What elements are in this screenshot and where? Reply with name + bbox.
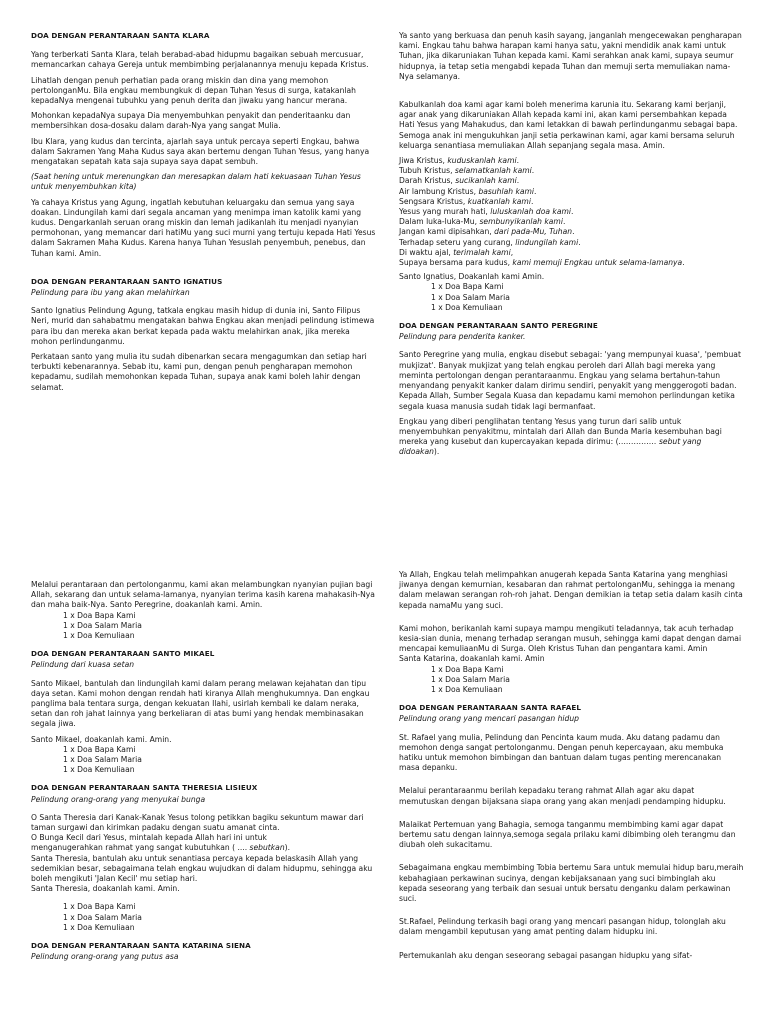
prayer-list (63, 611, 376, 642)
paragraph: Santa Theresia, bantulah aku untuk senantiasa percaya kepada belaskasih Allah yang sedemikian besar, sebagaimana telah engkau wujudkan di dalam hidupmu, sehingga aku boleh mengikuti 'Jalan Kecil' mu setiap hari. (31, 853, 373, 884)
section-title-santa-rafael: DOA DENGAN PERANTARAAN SANTA RAFAEL (399, 703, 582, 713)
paragraph: O Santa Theresia dari Kanak-Kanak Yesus tolong petikkan bagiku sekuntum mawar dari taman surgawi dan kirimkan padaku dengan suatu amanat cinta. (31, 812, 364, 833)
prayer-item: 1 x Doa Bapa Kami (431, 664, 504, 674)
litany-line: Sengsara Kristus, kuatkanlah kami. (399, 196, 534, 206)
paragraph: Santo Mikael, bantulah dan lindungilah kami dalam perang melawan kejahatan dan tipu daya setan. Kami mohon dengan rendah hati kiranya Allah menghukumnya. Dan engkau panglima bala tentara surga, dengan kekuatan Ilahi, usirlah kembali ke dalam neraka, setan dan roh jahat lainnya yang berkeliaran di atas bumi yang hendak membinasakan segala jiwa. (31, 678, 370, 729)
prayer-item: 1 x Doa Salam Maria (431, 292, 510, 302)
prayer-list (431, 282, 744, 313)
paragraph: Mohonkan kepadaNya supaya Dia menyembuhkan penyakit dan penderitaanku dan membersihkan dosa-dosaku dalam darah-Nya yang sangat Mulia. (31, 111, 351, 131)
closing-line: Santa Katarina, doakanlah kami. Amin (399, 654, 545, 664)
section-subtitle: Pelindung orang-orang yang menyukai bunga (31, 794, 206, 804)
section-title-santo-mikael: DOA DENGAN PERANTARAAN SANTO MIKAEL (31, 649, 215, 659)
prayer-item: 1 x Doa Salam Maria (63, 620, 142, 630)
prayer-item: 1 x Doa Kemuliaan (63, 765, 135, 775)
paragraph: Ya santo yang berkuasa dan penuh kasih sayang, janganlah mengecewakan pengharapan kami. Engkau tahu bahwa harapan kami hanya satu, yakni mendidik anak kami untuk Tuhan, jika dikaruniakan Tuhan kepada kami. Kami serahkan anak kami, supaya seumur hidupnya, ia tetap setia mengabdi kepada Tuhan dan memuji serta memuliakan nama-Nya selamanya. (399, 31, 742, 81)
paragraph: St. Rafael yang mulia, Pelindung dan Pencinta kaum muda. Aku datang padamu dan memohon denga sangat pertolonganmu. Dengan penuh kepercayaan, aku membuka hatiku untuk memohon bimbingan dan bantuan dalam tugas penting merencanakan masa depanku. (399, 732, 724, 773)
paragraph: Kabulkanlah doa kami agar kami boleh menerima karunia itu. Sekarang kami berjanji, agar anak yang dikaruniakan Allah kepada kami ini, akan kami persembahkan kepada Hati Yesus yang Mahakudus, dan kami letakkan di bawah perlindunganmu sebagai bapa. Semoga anak ini mengukuhkan janji setia perkawinan kami, agar kami bersama seluruh keluarga senantiasa memuliakan Allah sepanjang segala masa. Amin. (399, 100, 738, 150)
paragraph: Ya Allah, Engkau telah melimpahkan anugerah kepada Santa Katarina yang menghiasi jiwanya dengan kemurnian, kesabaran dan rahmat pertolonganMu, sehingga ia menang dalam melawan serangan roh-roh jahat. Dengan demikian ia tetap setia dalam kasih cinta kepada namaMu yang suci. (399, 570, 743, 610)
paragraph: Engkau yang diberi penglihatan tentang Yesus yang turun dari salib untuk menyembuhkan penyakitmu, mintalah dari Allah dan Bunda Maria kesembuhan bagi mereka yang kusebut dan kupercayakan kepada dirimu: (…………… sebut yang didoakan). (399, 416, 722, 457)
paragraph: Yang terberkati Santa Klara, telah berabad-abad hidupmu bagaikan sebuah mercusuar, memancarkan cahaya Gereja untuk membimbing perjalanannya menuju kepada Kristus. (31, 50, 369, 70)
prayer-list (63, 745, 376, 776)
page-bottom (0, 540, 768, 1024)
anima-christi-litany (399, 156, 744, 268)
section-subtitle: Pelindung orang-orang yang putus asa (31, 952, 179, 962)
paragraph: Lihatlah dengan penuh perhatian pada orang miskin dan dina yang memohon pertolonganMu. Bila engkau membungkuk di depan Tuhan Yesus di surga, katakanlah kepadaNya mengenai tubuhku yang penuh derita dan jiwaku yang hancur merana. (31, 75, 356, 106)
litany-line: Supaya bersama para kudus, kami memuji Engkau untuk selama-lamanya. (399, 258, 685, 268)
section-subtitle: Pelindung dari kuasa setan (31, 660, 135, 670)
prayer-item: 1 x Doa Bapa Kami (431, 282, 504, 292)
paragraph: Ya cahaya Kristus yang Agung, ingatlah kebutuhan keluargaku dan semua yang saya doakan. Lindungilah kami dari segala ancaman yang menimpa iman katolik kami yang kudus. Dengarkanlah seruan orang miskin dan lemah jadikanlah itu menjadi nyanyian permohonan, yang memancar dari hatiMu yang suci murni yang tertuju kepada Hati Yesus dalam Sakramen Maha Kudus. Karena hanya Tuhan Yesuslah penyembuh, penebus, dan Tuhan kami. Amin. (31, 197, 376, 258)
column-bottom-left (31, 580, 376, 971)
paragraph: Malaikat Pertemuan yang Bahagia, semoga tanganmu membimbing kami agar dapat bertemu satu dengan lainnya,semoga segala prilaku kami dibimbing oleh terangmu dan diubah oleh sukacitamu. (399, 819, 736, 850)
paragraph: Pertemukanlah aku dengan seseorang sebagai pasangan hidupku yang sifat- (399, 950, 693, 960)
paragraph: Kami mohon, berikanlah kami supaya mampu mengikuti teladannya, tak acuh terhadap kesia-sian dunia, menang terhadap serangan musuh, sehingga kami dapat dengan damai mencapai kemuliaanMu di Surga. Oleh Kristus Tuhan dan pengantara kami. Amin (399, 623, 742, 654)
litany-line: Terhadap seteru yang curang, lindungilah kami. (399, 237, 581, 247)
prayer-item: 1 x Doa Kemuliaan (431, 685, 503, 695)
paragraph: Perkataan santo yang mulia itu sudah dibenarkan secara mengagumkan dan setiap hari terbukti kebenarannya. Sebab itu, kami pun, dengan penuh pengharapan memohon kepadamu, sudilah memohonkan kepada Tuhan, supaya anak kami boleh lahir dengan selamat. (31, 352, 367, 392)
litany-line: Yesus yang murah hati, luluskanlah doa kami. (399, 207, 574, 217)
litany-line: Di waktu ajal, terimalah kami, (399, 247, 514, 257)
meditation-note: (Saat hening untuk merenungkan dan meresapkan dalam hati kekuasaan Tuhan Yesus untuk menyembuhkan kita) (31, 172, 361, 192)
paragraph: Santo Ignatius Pelindung Agung, tatkala engkau masih hidup di dunia ini, Santo Filipus Neri, murid dan sahabatmu mengatakan bahwa Engkau akan menjadi pelindung istimewa para ibu dan mereka akan berkat kepada pada waktu melahirkan anak, jika mereka mohon perlindunganmu. (31, 306, 375, 346)
section-title-santo-peregrine: DOA DENGAN PERANTARAAN SANTO PEREGRINE (399, 321, 598, 331)
paragraph: Melalui perantaraan dan pertolonganmu, kami akan melambungkan nyanyian pujian bagi Allah, sekarang dan untuk selama-lamanya, nyanyian terima kasih karena mahakasih-Nya dan maha baik-Nya. Santo Peregrine, doakanlah kami. Amin. (31, 580, 375, 610)
closing-line: Santo Ignatius, Doakanlah kami Amin. (399, 272, 545, 282)
litany-line: Dalam luka-luka-Mu, sembunyikanlah kami. (399, 217, 566, 227)
prayer-item: 1 x Doa Bapa Kami (63, 744, 136, 754)
paragraph: O Bunga Kecil dari Yesus, mintalah kepada Allah hari ini untuk (31, 833, 267, 843)
column-bottom-right (399, 570, 744, 966)
section-title-santa-klara: DOA DENGAN PERANTARAAN SANTA KLARA (31, 31, 210, 40)
prayer-item: 1 x Doa Bapa Kami (63, 902, 136, 912)
section-subtitle: Pelindung orang yang mencari pasangan hidup (399, 714, 579, 724)
prayer-item: 1 x Doa Kemuliaan (63, 922, 135, 932)
litany-line: Jangan kami dipisahkan, dari pada-Mu, Tuhan. (399, 227, 575, 237)
section-title-santa-katarina: DOA DENGAN PERANTARAAN SANTA KATARINA SIENA (31, 941, 251, 951)
paragraph: Santo Peregrine yang mulia, engkau disebut sebagai: 'yang mempunyai kuasa', 'pembuat mukjizat'. Banyak mukjizat yang telah engkau peroleh dari Allah bagi mereka yang meminta pertolongan dengan perantaraanmu. Engkau yang selama bertahun-tahun menyandang penyakit kanker dalam dirimu sendiri, penyakit yang menggerogoti badan. Kepada Allah, Sumber Segala Kuasa dan kepadamu kami memohon perlindungan ketika segala kuasa manusia sudah tidak lagi bermanfaat. (399, 350, 741, 411)
paragraph: Ibu Klara, yang kudus dan tercinta, ajarlah saya untuk percaya seperti Engkau, bahwa dalam Sakramen Yang Maha Kudus saya akan bertemu dengan Tuhan Yesus, yang hanya mengatakan sepatah kata saja supaya saya dapat sembuh. (31, 136, 370, 167)
section-title-santa-theresia: DOA DENGAN PERANTARAAN SANTA THERESIA LISIEUX (31, 783, 258, 793)
litany-line: Tubuh Kristus, selamatkanlah kami. (399, 166, 535, 176)
litany-line: Air lambung Kristus, basuhlah kami. (399, 186, 537, 196)
closing-line: Santa Theresia, doakanlah kami. Amin. (31, 884, 180, 894)
closing-line: Santo Mikael, doakanlah kami. Amin. (31, 734, 172, 744)
section-subtitle: Pelindung para ibu yang akan melahirkan (31, 288, 190, 298)
paragraph: St.Rafael, Pelindung terkasih bagi orang yang mencari pasangan hidup, tolonglah aku dalam mengambil keputusan yang amat penting dalam hidupku ini. (399, 917, 726, 937)
column-top-right (399, 31, 744, 463)
prayer-item: 1 x Doa Salam Maria (431, 674, 510, 684)
section-subtitle: Pelindung para penderita kanker. (399, 332, 526, 342)
litany-line: Jiwa Kristus, kuduskanlah kami. (399, 156, 520, 166)
prayer-list (63, 902, 376, 933)
section-title-santo-ignatius: DOA DENGAN PERANTARAAN SANTO IGNATIUS (31, 276, 223, 286)
prayer-item: 1 x Doa Kemuliaan (431, 302, 503, 312)
paragraph: Melalui perantaraanmu berilah kepadaku terang rahmat Allah agar aku dapat memutuskan dengan bijaksana siapa orang yang akan menjadi pendamping hidupku. (399, 786, 726, 806)
column-top-left (31, 31, 376, 398)
paragraph: menganugerahkan rahmat yang sangat kubutuhkan ( .... sebutkan). (31, 843, 291, 853)
litany-line: Darah Kristus, sucikanlah kami. (399, 176, 520, 186)
prayer-item: 1 x Doa Salam Maria (63, 755, 142, 765)
prayer-list (431, 665, 744, 696)
prayer-item: 1 x Doa Salam Maria (63, 912, 142, 922)
prayer-item: 1 x Doa Bapa Kami (63, 610, 136, 620)
prayer-item: 1 x Doa Kemuliaan (63, 631, 135, 641)
paragraph: Sebagaimana engkau membimbing Tobia bertemu Sara untuk memulai hidup baru,meraih kebahagiaan perkawinan sucinya, dengan kebijaksanaan yang suci bimbinglah aku kepada seseorang yang terbaik dan sesuai untuk bersatu denganku dalam perkawinan suci. (399, 863, 744, 904)
